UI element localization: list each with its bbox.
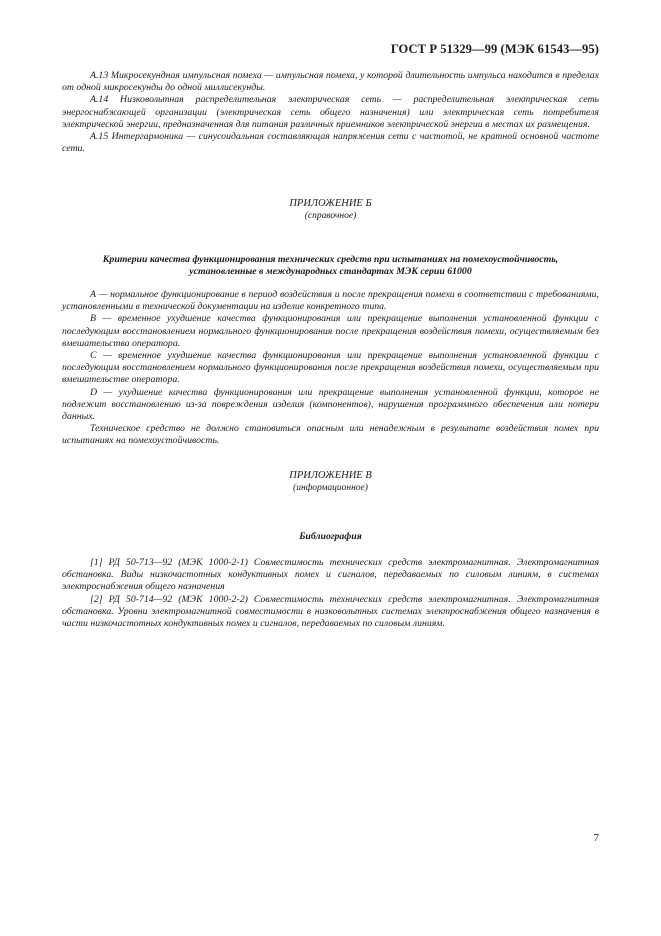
definitions-section (62, 70, 599, 155)
appendix-v-title: ПРИЛОЖЕНИЕ В (289, 470, 372, 481)
criteria-heading (62, 254, 599, 278)
criterion-a: А — нормальное функционирование в период воздействия и после прекращения помехи в соответствии с требованиями, установленными в технической документации на изделие конкретного типа. (62, 289, 599, 313)
bibliography-item-2: [2] РД 50-714—92 (МЭК 1000-2-2) Совместимость технических средств электромагнитная. Электромагнитная обстановка. Уровни электромагнитной совместимости в низковольтных системах электроснабжения общего назначения в части низкочастотных кондуктивных помех и сигналов, передаваемых по силовым линиям. (62, 593, 599, 630)
criterion-b: В — временное ухудшение качества функционирования или прекращение выполнения установленной функции с последующим восстановлением нормального функционирования после прекращения воздействия помехи, осуществляемым без вмешательства оператора. (62, 313, 599, 349)
definition-a15: A.15 Интергармоника — синусоидальная составляющая напряжения сети с частотой, не кратной основной частоте сети. (62, 131, 599, 155)
appendix-b-title: ПРИЛОЖЕНИЕ Б (289, 198, 372, 209)
criteria-note: Техническое средство не должно становиться опасным или ненадежным в результате воздействия помех при испытаниях на помехоустойчивость. (62, 423, 599, 447)
appendix-b-subtitle: (справочное) (304, 211, 357, 221)
bibliography-heading: Библиография (299, 531, 362, 542)
criterion-c: С — временное ухудшение качества функционирования или прекращение выполнения установленной функции с последующим восстановлением нормального функционирования после прекращения воздействия помехи, осуществляемым при вмешательстве оператора. (62, 350, 599, 386)
criterion-d: D — ухудшение качества функционирования или прекращение выполнения установленной функции, которое не подлежит восстановлению из-за повреждения изделия (компонентов), нарушения программного обеспечения или потери данных. (62, 386, 599, 423)
standard-header: ГОСТ Р 51329—99 (МЭК 61543—95) (390, 42, 599, 56)
definition-a13: A.13 Микросекундная импульсная помеха — импульсная помеха, у которой длительность импульса находится в пределах от одной микросекунды до одной миллисекунды. (62, 70, 599, 94)
definition-a14: A.14 Низковольтная распределительная электрическая сеть — распределительная электрическая сеть энергоснабжающей организации (электрическая сеть общего назначения) или электрическая сеть потребителя электрической энергии, предназначенная для питания различных приемников электрической энергии в местах их размещения. (62, 94, 599, 130)
page-number: 7 (593, 832, 599, 844)
criteria-heading-line-2: установленные в международных стандартах МЭК серии 61000 (189, 266, 472, 277)
criteria-section (62, 289, 599, 448)
bibliography-item-1: [1] РД 50-713—92 (МЭК 1000-2-1) Совместимость технических средств электромагнитная. Электромагнитная обстановка. Виды низкочастотных кондуктивных помех и сигналов, передаваемых по силовым линиям, в системах электроснабжения общего назначения (62, 557, 599, 593)
criteria-heading-line-1: Критерии качества функционирования технических средств при испытаниях на помехоустойчивость, (102, 254, 559, 265)
appendix-v-subtitle: (информационное) (293, 483, 368, 493)
bibliography-section (62, 557, 599, 630)
